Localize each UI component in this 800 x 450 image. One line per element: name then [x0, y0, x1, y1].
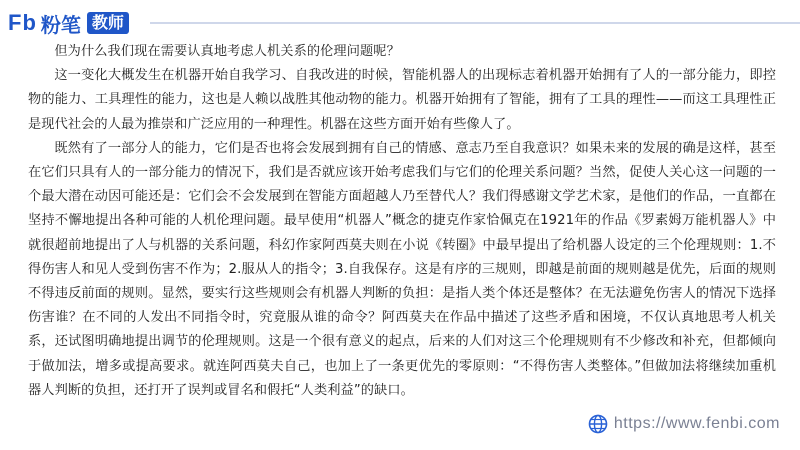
header	[0, 0, 800, 42]
logo-brand-name: 粉笔	[40, 12, 81, 37]
globe-icon	[588, 414, 608, 434]
footer-website	[588, 412, 780, 436]
header-divider	[150, 22, 800, 24]
fenbi-logo	[8, 10, 129, 36]
footer-url-text: https://www.fenbi.com	[613, 415, 780, 432]
paragraph-1: 但为什么我们现在需要认真地考虑人机关系的伦理问题呢？	[54, 44, 400, 59]
logo-fb-mark: Fb	[8, 10, 37, 35]
logo-teacher-badge: 教师	[87, 12, 129, 34]
paragraph-3: 既然有了一部分人的能力，它们是否也将会发展到拥有自己的情感、意志乃至自我意识？如果未来的发展的确是这样，甚至在它们只具有人的一部分能力的情况下，我们是否就应该开始考虑我们与它们的伦理关系问题？当然，促使人关心这一问题的一个最大潜在动因可能还是：它们会不会发展到在智能方面超越人乃至替代人？我们得感谢文学艺术家，是他们的作品，一直都在坚持不懈地提出各种可能的人机伦理问题。最早使用“机器人”概念的捷克作家恰佩克在1921年的作品《罗素姆万能机器人》中就很超前地提出了人与机器的关系问题，科幻作家阿西莫夫则在小说《转圈》中最早提出了给机器人设定的三个伦理规则：1.不得伤害人和见人受到伤害不作为；2.服从人的指令；3.自我保存。这是有序的三规则，即越是前面的规则越是优先，后面的规则不得违反前面的规则。显然，要实行这些规则会有机器人判断的负担：是指人类个体还是整体？在无法避免伤害人的情况下选择伤害谁？在不同的人发出不同指令时，究竟服从谁的命令？阿西莫夫在作品中描述了这些矛盾和困境，不仅认真地思考人机关系，还试图明确地提出调节的伦理规则。这是一个很有意义的起点，后来的人们对这三个伦理规则有不少修改和补充，但都倾向于做加法，增多或提高要求。就连阿西莫夫自己，也加上了一条更优先的零原则：“不得伤害人类整体。”但做加法将继续加重机器人判断的负担，还打开了误判或冒名和假托“人类利益”的缺口。	[28, 140, 776, 398]
article-body	[28, 40, 776, 403]
paragraph-2: 这一变化大概发生在机器开始自我学习、自我改进的时候，智能机器人的出现标志着机器开始拥有了人的一部分能力，即控物的能力、工具理性的能力，这也是人赖以战胜其他动物的能力。机器开始拥有了智能，拥有了工具的理性——而这工具理性正是现代社会的人最为推崇和广泛应用的一种理性。机器在这些方面开始有些像人了。	[28, 68, 776, 132]
